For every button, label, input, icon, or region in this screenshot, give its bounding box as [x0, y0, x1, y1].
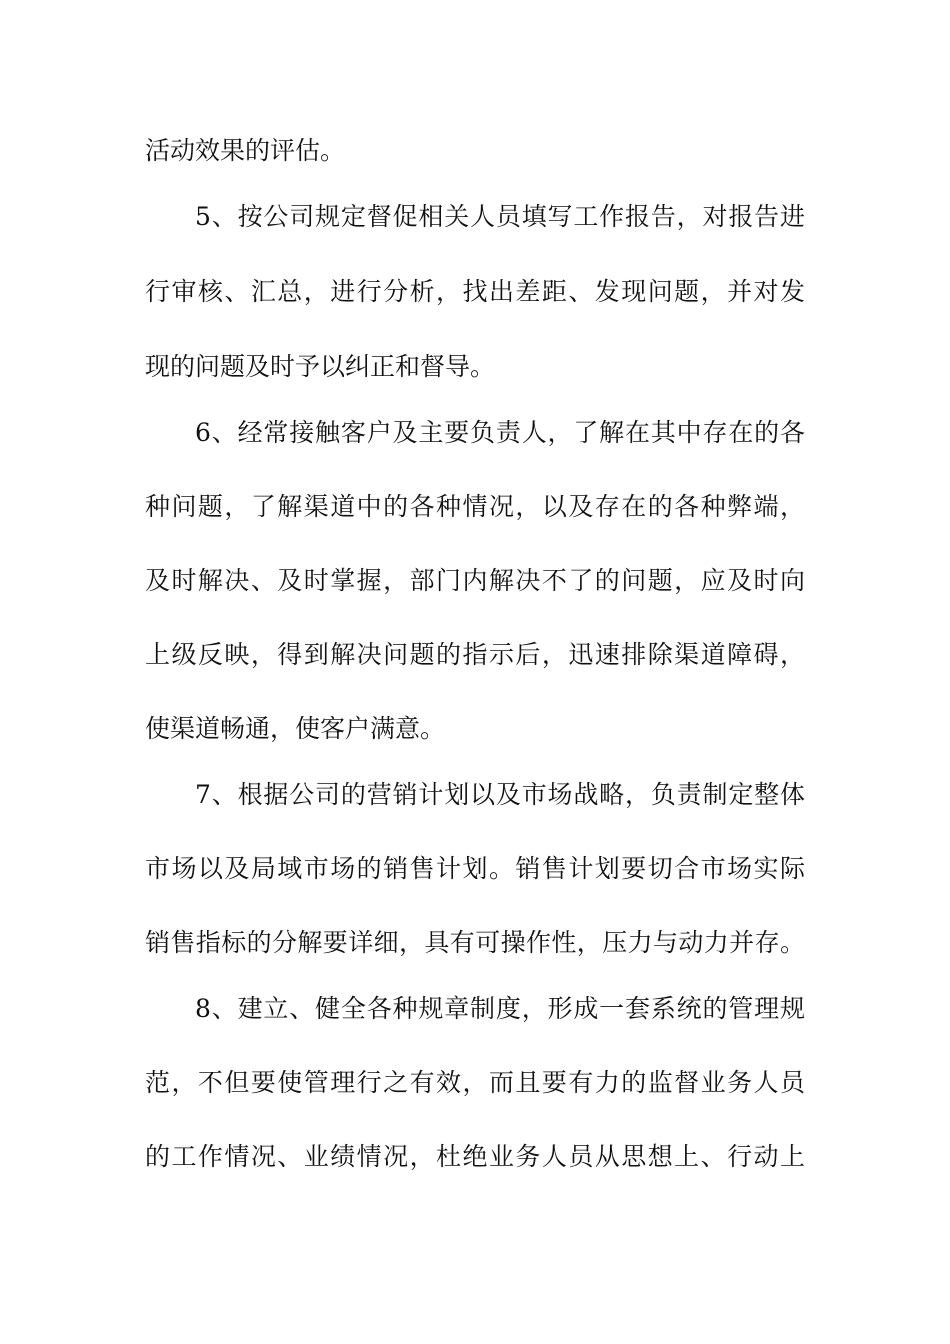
- text-line: 上级反映，得到解决问题的指示后，迅速排除渠道障碍，: [145, 640, 805, 669]
- paragraph-item-8: 8、建立、健全各种规章制度，形成一套系统的管理规: [195, 994, 805, 1023]
- text-line: 活动效果的评估。: [145, 136, 346, 165]
- text-line: 种问题，了解渠道中的各种情况，以及存在的各种弊端，: [145, 492, 805, 521]
- text-line: 及时解决、及时掌握，部门内解决不了的问题，应及时向: [145, 566, 805, 595]
- text-line: 销售指标的分解要详细，具有可操作性，压力与动力并存。: [145, 928, 805, 957]
- text-line: 的工作情况、业绩情况，杜绝业务人员从思想上、行动上: [145, 1142, 805, 1171]
- text-line: 范，不但要使管理行之有效，而且要有力的监督业务人员: [145, 1068, 805, 1097]
- text-line: 现的问题及时予以纠正和督导。: [145, 352, 496, 381]
- paragraph-item-7: 7、根据公司的营销计划以及市场战略，负责制定整体: [195, 780, 805, 809]
- paragraph-item-6: 6、经常接触客户及主要负责人，了解在其中存在的各: [195, 418, 805, 447]
- text-line: 使渠道畅通，使客户满意。: [145, 714, 446, 743]
- text-line: 市场以及局域市场的销售计划。销售计划要切合市场实际: [145, 854, 805, 883]
- paragraph-item-5: 5、按公司规定督促相关人员填写工作报告，对报告进: [195, 202, 805, 231]
- text-line: 行审核、汇总，进行分析，找出差距、发现问题，并对发: [145, 277, 805, 306]
